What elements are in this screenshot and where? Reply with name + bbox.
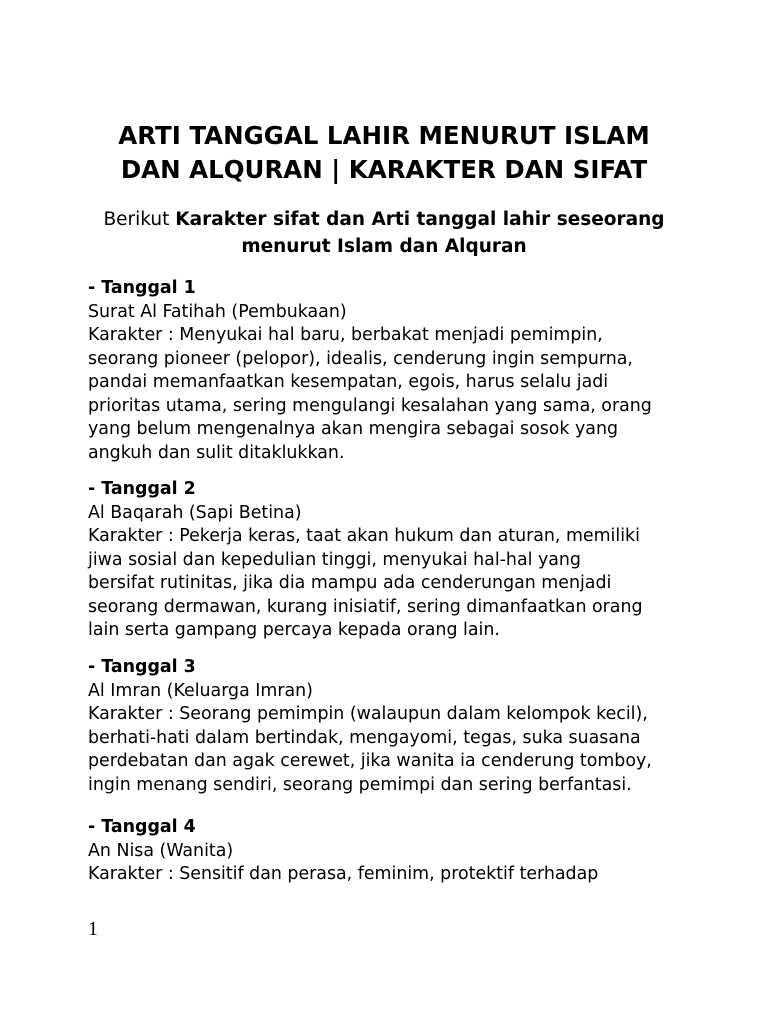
- section-heading: - Tanggal 4: [88, 817, 196, 837]
- section-text-line: jiwa sosial dan kepedulian tinggi, menyukai hal-hal yang: [88, 549, 581, 570]
- section-heading: - Tanggal 3: [88, 657, 196, 677]
- section-text-line: perdebatan dan agak cerewet, jika wanita ia cenderung tomboy,: [88, 751, 652, 771]
- page-number: 1: [88, 918, 98, 940]
- section-tanggal-3: [88, 656, 728, 797]
- section-tanggal-2: [88, 478, 728, 643]
- section-tanggal-4: [88, 816, 728, 887]
- section-surah: Al Baqarah (Sapi Betina): [88, 502, 302, 523]
- intro-bold-line-2: menurut Islam dan Alquran: [241, 236, 527, 257]
- section-text-line: Karakter : Pekerja keras, taat akan hukum dan aturan, memiliki: [88, 526, 640, 546]
- section-text-line: Karakter : Menyukai hal baru, berbakat menjadi pemimpin,: [88, 325, 603, 345]
- section-text-line: lain serta gampang percaya kepada orang lain.: [88, 620, 500, 640]
- intro-line-1: [60, 206, 708, 233]
- section-text-line: pandai memanfaatkan kesempatan, egois, harus selalu jadi: [88, 372, 609, 392]
- section-text-line: ingin menang sendiri, seorang pemimpi dan sering berfantasi.: [88, 774, 632, 795]
- title-line-2: DAN ALQURAN | KARAKTER DAN SIFAT: [120, 155, 648, 184]
- section-text-line: seorang dermawan, kurang inisiatif, sering dimanfaatkan orang: [88, 596, 643, 617]
- section-tanggal-1: [88, 277, 728, 465]
- section-text-line: berhati-hati dalam bertindak, mengayomi, tegas, suka suasana: [88, 727, 641, 748]
- intro-paragraph: [60, 206, 708, 260]
- section-text-line: seorang pioneer (pelopor), idealis, cenderung ingin sempurna,: [88, 348, 633, 369]
- section-surah: An Nisa (Wanita): [88, 840, 234, 861]
- section-heading: - Tanggal 2: [88, 479, 196, 499]
- section-text-line: bersifat rutinitas, jika dia mampu ada cenderungan menjadi: [88, 573, 612, 593]
- section-text-line: yang belum mengenalnya akan mengira sebagai sosok yang: [88, 419, 619, 439]
- intro-prefix: Berikut: [103, 209, 176, 230]
- section-surah: Al Imran (Keluarga Imran): [88, 680, 313, 701]
- section-text-line: Karakter : Sensitif dan perasa, feminim, protektif terhadap: [88, 864, 599, 884]
- section-surah: Surat Al Fatihah (Pembukaan): [88, 301, 347, 322]
- intro-bold-line-1: Karakter sifat dan Arti tanggal lahir seseorang: [175, 209, 665, 230]
- section-heading: - Tanggal 1: [88, 278, 196, 298]
- section-text-line: angkuh dan sulit ditaklukkan.: [88, 442, 345, 463]
- document-title: [60, 119, 708, 187]
- title-line-1: ARTI TANGGAL LAHIR MENURUT ISLAM: [118, 121, 650, 150]
- section-text-line: prioritas utama, sering mengulangi kesalahan yang sama, orang: [88, 395, 652, 416]
- section-text-line: Karakter : Seorang pemimpin (walaupun dalam kelompok kecil),: [88, 704, 648, 724]
